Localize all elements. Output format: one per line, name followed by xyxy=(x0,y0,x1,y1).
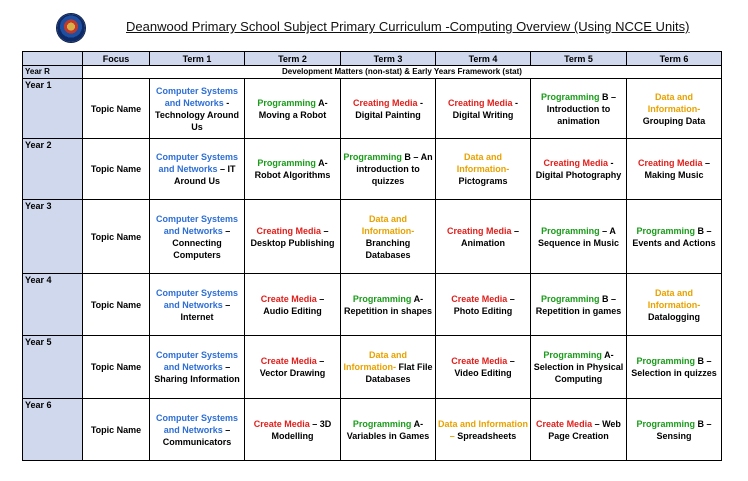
unit-separator: A- xyxy=(315,158,328,168)
curriculum-table xyxy=(22,51,722,461)
strand-label: Create Media xyxy=(260,293,317,304)
term-cell xyxy=(245,336,341,399)
term-cell xyxy=(150,139,245,200)
strand-label: Programming xyxy=(540,91,600,102)
strand-label: Programming xyxy=(343,152,402,162)
term-cell xyxy=(341,200,436,274)
unit-separator: - xyxy=(608,158,614,168)
unit-name: Robot Algorithms xyxy=(254,170,331,180)
unit-name: Communicators xyxy=(162,436,232,447)
unit-name: Vector Drawing xyxy=(259,368,326,378)
term-cell xyxy=(245,200,341,274)
unit-name: Pictograms xyxy=(458,176,508,186)
unit-name: Sharing Information xyxy=(154,374,240,384)
strand-label: Computer Systems and Networks xyxy=(155,350,239,372)
term-cell xyxy=(245,139,341,200)
strand-label: Creating Media xyxy=(543,158,608,168)
unit-name: Events and Actions xyxy=(632,237,716,248)
unit-separator: A- xyxy=(411,418,424,429)
year-label: Year R xyxy=(23,66,83,79)
focus-cell: Topic Name xyxy=(83,274,150,336)
strand-label: Computer Systems and Networks xyxy=(155,85,239,108)
header-cell-term-5: Term 5 xyxy=(531,52,627,66)
strand-label: Create Media xyxy=(451,293,508,304)
unit-name: Grouping Data xyxy=(642,115,706,126)
header-cell-focus: Focus xyxy=(83,52,150,66)
year-row xyxy=(23,336,722,399)
unit-separator: – xyxy=(702,158,711,168)
unit-separator: A- xyxy=(601,350,614,360)
unit-name: Moving a Robot xyxy=(258,109,327,120)
unit-separator: – xyxy=(511,225,520,236)
unit-separator: B – xyxy=(695,356,712,366)
term-cell xyxy=(341,139,436,200)
year-r-description: Development Matters (non-stat) & Early Years Framework (stat) xyxy=(83,66,722,79)
unit-separator: A- xyxy=(411,293,424,304)
term-cell xyxy=(531,79,627,139)
unit-name: Making Music xyxy=(644,170,704,180)
strand-label: Create Media xyxy=(536,418,593,429)
page-title: Deanwood Primary School Subject Primary Curriculum -Computing Overview (Using NCCE Units) xyxy=(126,19,690,34)
unit-name: Variables in Games xyxy=(346,430,430,441)
unit-separator: - xyxy=(223,97,230,108)
strand-label: Programming xyxy=(543,350,602,360)
strand-label: Programming xyxy=(540,293,600,304)
term-cell xyxy=(531,336,627,399)
unit-separator: - xyxy=(512,97,518,108)
term-cell xyxy=(531,139,627,200)
unit-separator: – xyxy=(222,225,231,236)
term-cell xyxy=(627,274,722,336)
strand-label: Data and Information – xyxy=(438,418,529,441)
unit-separator: B – xyxy=(599,91,617,102)
focus-cell: Topic Name xyxy=(83,336,150,399)
unit-name: Digital Photography xyxy=(535,170,622,180)
strand-label: Creating Media xyxy=(256,225,321,236)
strand-label: Computer Systems and Networks xyxy=(155,287,239,310)
focus-cell: Topic Name xyxy=(83,200,150,274)
unit-separator: – xyxy=(507,356,515,366)
strand-label: Create Media xyxy=(260,356,317,366)
strand-label: Creating Media xyxy=(446,225,512,236)
term-cell xyxy=(627,399,722,461)
strand-label: Creating Media xyxy=(637,158,703,168)
strand-label: Programming xyxy=(636,225,695,236)
term-cell xyxy=(531,200,627,274)
year-row xyxy=(23,139,722,200)
strand-label: Data and Information- xyxy=(647,91,701,114)
unit-name: Selection in Physical Computing xyxy=(533,362,624,384)
unit-separator: – xyxy=(592,418,603,429)
strand-label: Programming xyxy=(352,418,412,429)
strand-label: Creating Media xyxy=(352,97,418,108)
unit-name: Digital Writing xyxy=(452,109,514,120)
unit-name: Digital Painting xyxy=(355,109,421,120)
strand-label: Creating Media xyxy=(447,97,513,108)
term-cell xyxy=(627,79,722,139)
year-label: Year 1 xyxy=(23,79,83,139)
term-cell xyxy=(341,274,436,336)
term-cell xyxy=(436,139,531,200)
year-row xyxy=(23,399,722,461)
unit-name: Sensing xyxy=(656,430,692,441)
unit-name: Desktop Publishing xyxy=(250,237,335,248)
strand-label: Create Media xyxy=(253,418,310,429)
header-cell-term-2: Term 2 xyxy=(245,52,341,66)
unit-separator: - xyxy=(417,97,423,108)
strand-label: Computer Systems and Networks xyxy=(155,412,239,435)
unit-separator: – xyxy=(507,293,515,304)
unit-separator: – xyxy=(222,299,231,310)
unit-name: Flat File Databases xyxy=(365,362,433,384)
strand-label: Data and Information- xyxy=(647,287,701,310)
unit-name: Selection in quizzes xyxy=(631,368,717,378)
unit-name: IT Around Us xyxy=(174,164,236,186)
unit-name: Technology Around Us xyxy=(155,109,239,132)
unit-separator: – xyxy=(316,356,325,366)
strand-label: Programming xyxy=(257,158,316,168)
term-cell xyxy=(341,336,436,399)
year-label: Year 3 xyxy=(23,200,83,274)
focus-cell: Topic Name xyxy=(83,79,150,139)
unit-separator: – A xyxy=(599,225,616,236)
focus-cell: Topic Name xyxy=(83,399,150,461)
unit-separator: – xyxy=(309,418,320,429)
term-cell xyxy=(436,79,531,139)
unit-separator: B – xyxy=(695,225,712,236)
unit-name: Spreadsheets xyxy=(457,430,517,441)
year-label: Year 4 xyxy=(23,274,83,336)
unit-name: An introduction to quizzes xyxy=(356,152,433,186)
header-row xyxy=(23,52,722,66)
header-cell-term-6: Term 6 xyxy=(627,52,722,66)
unit-separator: – xyxy=(316,293,325,304)
unit-name: Video Editing xyxy=(454,368,512,378)
header-cell-blank xyxy=(23,52,83,66)
year-row xyxy=(23,79,722,139)
header-cell-term-1: Term 1 xyxy=(150,52,245,66)
term-cell xyxy=(627,336,722,399)
term-cell xyxy=(150,399,245,461)
term-cell xyxy=(627,200,722,274)
strand-label: Computer Systems and Networks xyxy=(155,213,239,236)
unit-name: Branching Databases xyxy=(365,237,411,260)
unit-separator: B – xyxy=(599,293,617,304)
strand-label: Programming xyxy=(541,225,600,236)
header-cell-term-4: Term 4 xyxy=(436,52,531,66)
unit-name: 3D Modelling xyxy=(271,418,332,441)
unit-name: Web Page Creation xyxy=(548,418,621,441)
term-cell xyxy=(150,200,245,274)
term-cell xyxy=(245,274,341,336)
unit-name: Audio Editing xyxy=(263,305,322,316)
term-cell xyxy=(436,274,531,336)
unit-separator: – xyxy=(222,424,231,435)
strand-label: Data and Information- xyxy=(456,152,510,174)
term-cell xyxy=(245,79,341,139)
term-cell xyxy=(341,79,436,139)
term-cell xyxy=(436,336,531,399)
term-cell xyxy=(341,399,436,461)
term-cell xyxy=(150,79,245,139)
strand-label: Create Media xyxy=(451,356,508,366)
unit-name: Datalogging xyxy=(648,311,700,322)
year-r-row xyxy=(23,66,722,79)
unit-name: Animation xyxy=(461,237,505,248)
unit-name: Sequence in Music xyxy=(537,237,620,248)
focus-cell: Topic Name xyxy=(83,139,150,200)
unit-name: Internet xyxy=(180,311,214,322)
unit-name: Connecting Computers xyxy=(172,237,222,260)
year-label: Year 5 xyxy=(23,336,83,399)
strand-label: Programming xyxy=(352,293,412,304)
term-cell xyxy=(150,274,245,336)
strand-label: Programming xyxy=(636,356,695,366)
unit-separator: – xyxy=(222,362,231,372)
header-cell-term-3: Term 3 xyxy=(341,52,436,66)
term-cell xyxy=(436,200,531,274)
term-cell xyxy=(150,336,245,399)
unit-separator: B – xyxy=(695,418,712,429)
unit-separator: – xyxy=(217,164,228,174)
unit-name: Photo Editing xyxy=(453,305,513,316)
term-cell xyxy=(531,399,627,461)
school-logo xyxy=(57,14,85,42)
year-label: Year 2 xyxy=(23,139,83,200)
year-label: Year 6 xyxy=(23,399,83,461)
unit-name: Introduction to animation xyxy=(546,103,611,126)
year-row xyxy=(23,200,722,274)
term-cell xyxy=(245,399,341,461)
unit-separator: – xyxy=(321,225,329,236)
strand-label: Programming xyxy=(636,418,695,429)
term-cell xyxy=(436,399,531,461)
term-cell xyxy=(627,139,722,200)
unit-separator: B – xyxy=(401,152,421,162)
year-row xyxy=(23,274,722,336)
unit-separator: A- xyxy=(315,97,328,108)
strand-label: Data and Information- xyxy=(343,350,407,372)
strand-label: Programming xyxy=(257,97,316,108)
strand-label: Data and Information- xyxy=(361,213,415,236)
strand-label: Computer Systems and Networks xyxy=(155,152,239,174)
term-cell xyxy=(531,274,627,336)
unit-name: Repetition in games xyxy=(535,305,622,316)
unit-name: Repetition in shapes xyxy=(343,305,432,316)
